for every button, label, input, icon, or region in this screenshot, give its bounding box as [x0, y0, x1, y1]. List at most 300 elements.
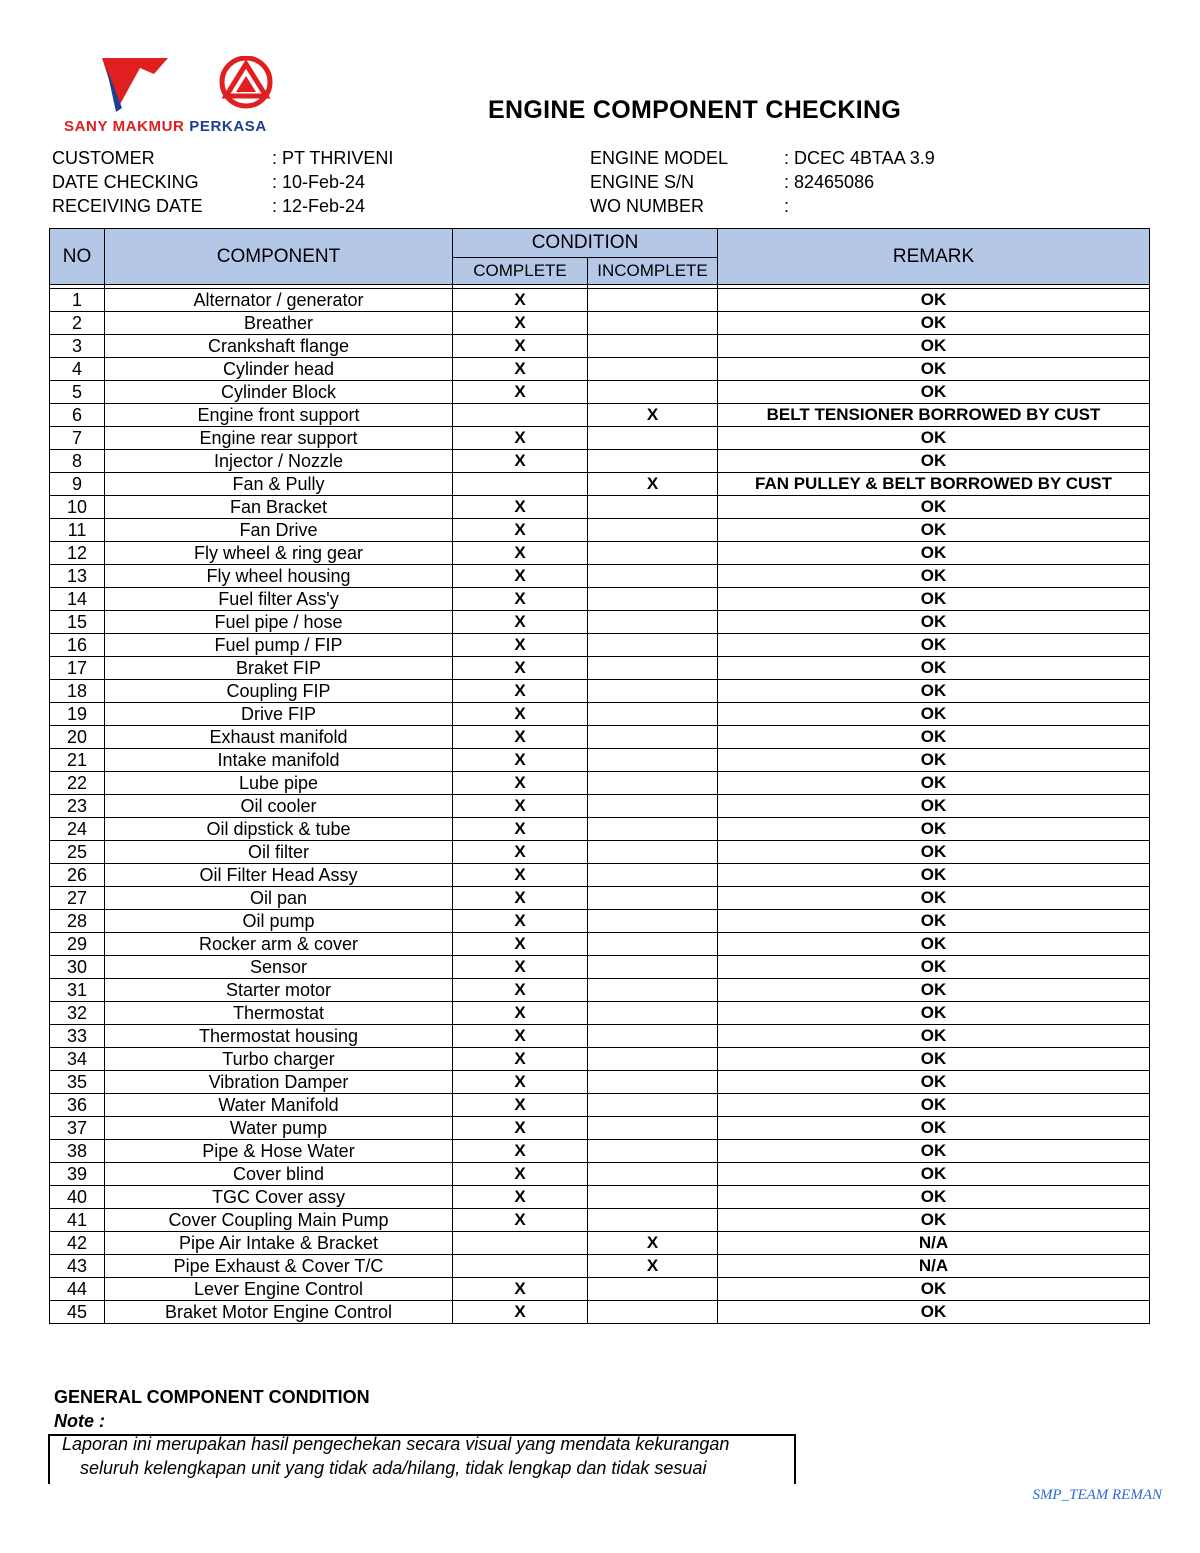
row-no: 25: [50, 841, 105, 864]
row-no: 6: [50, 404, 105, 427]
row-component: Fly wheel housing: [105, 565, 453, 588]
row-incomplete-mark: [588, 381, 718, 404]
row-incomplete-mark: [588, 864, 718, 887]
row-remark: OK: [718, 864, 1150, 887]
table-row: [50, 1140, 1150, 1163]
row-component: Water pump: [105, 1117, 453, 1140]
date-checking-label: DATE CHECKING: [52, 172, 199, 192]
row-no: 8: [50, 450, 105, 473]
row-incomplete-mark: [588, 312, 718, 335]
row-component: Water Manifold: [105, 1094, 453, 1117]
row-remark: OK: [718, 795, 1150, 818]
table-row: [50, 680, 1150, 703]
row-complete-mark: X: [453, 1278, 588, 1301]
row-complete-mark: X: [453, 680, 588, 703]
logo-mark-icon: [62, 56, 322, 118]
row-no: 43: [50, 1255, 105, 1278]
row-complete-mark: X: [453, 565, 588, 588]
footer-team: SMP_TEAM REMAN: [1032, 1487, 1162, 1503]
row-remark: OK: [718, 542, 1150, 565]
row-component: Braket FIP: [105, 657, 453, 680]
row-incomplete-mark: [588, 565, 718, 588]
table-row: [50, 1209, 1150, 1232]
brand-name: [64, 118, 267, 135]
row-remark: OK: [718, 289, 1150, 312]
row-incomplete-mark: [588, 289, 718, 312]
row-complete-mark: X: [453, 1186, 588, 1209]
row-component: Exhaust manifold: [105, 726, 453, 749]
row-complete-mark: X: [453, 312, 588, 335]
row-no: 12: [50, 542, 105, 565]
row-incomplete-mark: X: [588, 1232, 718, 1255]
row-component: Thermostat housing: [105, 1025, 453, 1048]
row-remark: OK: [718, 772, 1150, 795]
row-incomplete-mark: [588, 703, 718, 726]
row-complete-mark: X: [453, 1163, 588, 1186]
row-component: Pipe Air Intake & Bracket: [105, 1232, 453, 1255]
row-remark: OK: [718, 841, 1150, 864]
table-row: [50, 726, 1150, 749]
row-no: 45: [50, 1301, 105, 1324]
row-complete-mark: X: [453, 1301, 588, 1324]
row-no: 3: [50, 335, 105, 358]
row-complete-mark: X: [453, 358, 588, 381]
table-row: [50, 1278, 1150, 1301]
table-row: [50, 749, 1150, 772]
table-row: [50, 358, 1150, 381]
row-no: 34: [50, 1048, 105, 1071]
table-row: [50, 864, 1150, 887]
row-complete-mark: X: [453, 496, 588, 519]
brand-name-part1: SANY MAKMUR: [64, 118, 185, 135]
row-remark: OK: [718, 818, 1150, 841]
table-row: [50, 565, 1150, 588]
table-row: [50, 1117, 1150, 1140]
table-row: [50, 818, 1150, 841]
row-no: 19: [50, 703, 105, 726]
row-component: Alternator / generator: [105, 289, 453, 312]
row-remark: OK: [718, 933, 1150, 956]
row-complete-mark: [453, 1232, 588, 1255]
row-remark: OK: [718, 1025, 1150, 1048]
row-incomplete-mark: [588, 542, 718, 565]
document-title: ENGINE COMPONENT CHECKING: [488, 96, 902, 124]
row-remark: BELT TENSIONER BORROWED BY CUST: [718, 404, 1150, 427]
row-complete-mark: [453, 1255, 588, 1278]
row-incomplete-mark: [588, 611, 718, 634]
row-remark: OK: [718, 979, 1150, 1002]
row-incomplete-mark: [588, 726, 718, 749]
row-complete-mark: X: [453, 1071, 588, 1094]
row-complete-mark: X: [453, 519, 588, 542]
row-component: Cover blind: [105, 1163, 453, 1186]
row-incomplete-mark: [588, 496, 718, 519]
row-remark: OK: [718, 1002, 1150, 1025]
row-remark: OK: [718, 1048, 1150, 1071]
row-remark: OK: [718, 910, 1150, 933]
row-no: 15: [50, 611, 105, 634]
row-remark: OK: [718, 381, 1150, 404]
table-row: [50, 933, 1150, 956]
col-header-incomplete: INCOMPLETE: [588, 258, 718, 285]
row-remark: N/A: [718, 1255, 1150, 1278]
row-component: Fan & Pully: [105, 473, 453, 496]
row-component: Injector / Nozzle: [105, 450, 453, 473]
row-component: Oil cooler: [105, 795, 453, 818]
col-header-complete: COMPLETE: [453, 258, 588, 285]
table-row: [50, 381, 1150, 404]
row-no: 28: [50, 910, 105, 933]
row-remark: OK: [718, 611, 1150, 634]
row-component: Fuel filter Ass'y: [105, 588, 453, 611]
row-incomplete-mark: [588, 1209, 718, 1232]
note-line-2: seluruh kelengkapan unit yang tidak ada/hilang, tidak lengkap dan tidak sesuai: [80, 1458, 707, 1478]
row-no: 11: [50, 519, 105, 542]
row-no: 26: [50, 864, 105, 887]
row-remark: OK: [718, 358, 1150, 381]
row-no: 22: [50, 772, 105, 795]
table-row: [50, 1071, 1150, 1094]
row-remark: OK: [718, 588, 1150, 611]
table-row: [50, 289, 1150, 312]
row-component: Intake manifold: [105, 749, 453, 772]
row-component: Starter motor: [105, 979, 453, 1002]
row-component: Braket Motor Engine Control: [105, 1301, 453, 1324]
col-header-condition: CONDITION: [453, 229, 718, 258]
row-no: 29: [50, 933, 105, 956]
row-incomplete-mark: [588, 1071, 718, 1094]
row-component: Lever Engine Control: [105, 1278, 453, 1301]
row-remark: OK: [718, 565, 1150, 588]
customer-value: : PT THRIVENI: [272, 148, 394, 168]
row-complete-mark: X: [453, 1117, 588, 1140]
row-complete-mark: [453, 473, 588, 496]
row-incomplete-mark: X: [588, 1255, 718, 1278]
row-component: TGC Cover assy: [105, 1186, 453, 1209]
row-remark: OK: [718, 1094, 1150, 1117]
row-remark: OK: [718, 1163, 1150, 1186]
row-no: 9: [50, 473, 105, 496]
row-incomplete-mark: [588, 519, 718, 542]
table-row: [50, 404, 1150, 427]
table-row: [50, 1163, 1150, 1186]
row-incomplete-mark: X: [588, 404, 718, 427]
row-complete-mark: X: [453, 818, 588, 841]
row-incomplete-mark: [588, 427, 718, 450]
table-row: [50, 1002, 1150, 1025]
table-row: [50, 772, 1150, 795]
row-incomplete-mark: [588, 933, 718, 956]
row-remark: OK: [718, 1186, 1150, 1209]
table-row: [50, 657, 1150, 680]
table-row: [50, 979, 1150, 1002]
row-incomplete-mark: [588, 979, 718, 1002]
row-complete-mark: X: [453, 703, 588, 726]
row-complete-mark: X: [453, 588, 588, 611]
table-row: [50, 1025, 1150, 1048]
row-complete-mark: X: [453, 1209, 588, 1232]
row-no: 1: [50, 289, 105, 312]
row-no: 41: [50, 1209, 105, 1232]
row-complete-mark: X: [453, 726, 588, 749]
row-component: Cover Coupling Main Pump: [105, 1209, 453, 1232]
row-no: 10: [50, 496, 105, 519]
row-complete-mark: X: [453, 933, 588, 956]
row-incomplete-mark: [588, 450, 718, 473]
row-no: 13: [50, 565, 105, 588]
table-row: [50, 427, 1150, 450]
row-component: Oil Filter Head Assy: [105, 864, 453, 887]
row-no: 18: [50, 680, 105, 703]
row-component: Pipe & Hose Water: [105, 1140, 453, 1163]
row-incomplete-mark: X: [588, 473, 718, 496]
row-incomplete-mark: [588, 358, 718, 381]
table-row: [50, 1232, 1150, 1255]
row-complete-mark: X: [453, 1002, 588, 1025]
row-remark: OK: [718, 657, 1150, 680]
wo-number-value: :: [784, 196, 790, 216]
col-header-no: NO: [50, 229, 105, 285]
row-incomplete-mark: [588, 772, 718, 795]
row-complete-mark: X: [453, 795, 588, 818]
general-condition-label: GENERAL COMPONENT CONDITION: [54, 1387, 370, 1407]
table-row: [50, 312, 1150, 335]
row-component: Fuel pump / FIP: [105, 634, 453, 657]
row-component: Oil pan: [105, 887, 453, 910]
row-complete-mark: X: [453, 956, 588, 979]
row-no: 16: [50, 634, 105, 657]
table-row: [50, 1186, 1150, 1209]
row-complete-mark: X: [453, 910, 588, 933]
row-remark: OK: [718, 703, 1150, 726]
row-remark: OK: [718, 450, 1150, 473]
table-row: [50, 588, 1150, 611]
engine-sn-value: : 82465086: [784, 172, 875, 192]
row-complete-mark: X: [453, 381, 588, 404]
row-no: 17: [50, 657, 105, 680]
row-no: 31: [50, 979, 105, 1002]
row-incomplete-mark: [588, 1094, 718, 1117]
row-remark: OK: [718, 749, 1150, 772]
table-row: [50, 1048, 1150, 1071]
row-component: Cylinder head: [105, 358, 453, 381]
row-complete-mark: X: [453, 1048, 588, 1071]
table-row: [50, 496, 1150, 519]
row-component: Oil pump: [105, 910, 453, 933]
row-complete-mark: X: [453, 772, 588, 795]
row-remark: OK: [718, 519, 1150, 542]
row-component: Turbo charger: [105, 1048, 453, 1071]
row-remark: OK: [718, 956, 1150, 979]
row-component: Lube pipe: [105, 772, 453, 795]
row-complete-mark: X: [453, 657, 588, 680]
component-table: [49, 228, 1150, 1324]
row-incomplete-mark: [588, 841, 718, 864]
row-component: Oil dipstick & tube: [105, 818, 453, 841]
row-remark: OK: [718, 680, 1150, 703]
row-no: 35: [50, 1071, 105, 1094]
row-complete-mark: X: [453, 841, 588, 864]
row-complete-mark: X: [453, 427, 588, 450]
row-component: Fly wheel & ring gear: [105, 542, 453, 565]
row-complete-mark: X: [453, 749, 588, 772]
row-no: 14: [50, 588, 105, 611]
row-complete-mark: X: [453, 864, 588, 887]
table-row: [50, 519, 1150, 542]
company-logo: [62, 56, 322, 136]
row-remark: OK: [718, 1301, 1150, 1324]
row-remark: OK: [718, 1278, 1150, 1301]
table-row: [50, 542, 1150, 565]
table-row: [50, 887, 1150, 910]
row-no: 27: [50, 887, 105, 910]
row-complete-mark: X: [453, 450, 588, 473]
row-component: Fan Bracket: [105, 496, 453, 519]
row-no: 5: [50, 381, 105, 404]
note-label: Note :: [54, 1411, 105, 1431]
row-complete-mark: X: [453, 1025, 588, 1048]
row-no: 33: [50, 1025, 105, 1048]
table-row: [50, 335, 1150, 358]
row-component: Cylinder Block: [105, 381, 453, 404]
row-no: 44: [50, 1278, 105, 1301]
table-row: [50, 611, 1150, 634]
table-row: [50, 1301, 1150, 1324]
row-incomplete-mark: [588, 657, 718, 680]
table-row: [50, 1255, 1150, 1278]
row-component: Coupling FIP: [105, 680, 453, 703]
row-incomplete-mark: [588, 1025, 718, 1048]
row-component: Breather: [105, 312, 453, 335]
row-incomplete-mark: [588, 1301, 718, 1324]
row-no: 38: [50, 1140, 105, 1163]
row-remark: OK: [718, 1071, 1150, 1094]
row-remark: OK: [718, 1117, 1150, 1140]
row-complete-mark: [453, 404, 588, 427]
table-row: [50, 634, 1150, 657]
table-row: [50, 450, 1150, 473]
table-row: [50, 703, 1150, 726]
table-row: [50, 910, 1150, 933]
customer-label: CUSTOMER: [52, 148, 155, 168]
table-row: [50, 795, 1150, 818]
row-remark: OK: [718, 427, 1150, 450]
engine-model-value: : DCEC 4BTAA 3.9: [784, 148, 935, 168]
row-remark: N/A: [718, 1232, 1150, 1255]
row-incomplete-mark: [588, 1163, 718, 1186]
row-no: 7: [50, 427, 105, 450]
row-no: 39: [50, 1163, 105, 1186]
row-complete-mark: X: [453, 1094, 588, 1117]
row-incomplete-mark: [588, 680, 718, 703]
row-no: 32: [50, 1002, 105, 1025]
row-remark: OK: [718, 726, 1150, 749]
row-remark: OK: [718, 1209, 1150, 1232]
row-component: Thermostat: [105, 1002, 453, 1025]
brand-name-part2: PERKASA: [189, 118, 267, 135]
row-incomplete-mark: [588, 1117, 718, 1140]
row-incomplete-mark: [588, 956, 718, 979]
col-header-component: COMPONENT: [105, 229, 453, 285]
row-complete-mark: X: [453, 979, 588, 1002]
row-remark: OK: [718, 634, 1150, 657]
receiving-date-label: RECEIVING DATE: [52, 196, 203, 216]
row-component: Crankshaft flange: [105, 335, 453, 358]
row-component: Vibration Damper: [105, 1071, 453, 1094]
col-header-remark: REMARK: [718, 229, 1150, 285]
row-component: Fuel pipe / hose: [105, 611, 453, 634]
row-remark: FAN PULLEY & BELT BORROWED BY CUST: [718, 473, 1150, 496]
engine-model-label: ENGINE MODEL: [590, 148, 729, 168]
row-component: Drive FIP: [105, 703, 453, 726]
receiving-date-value: : 12-Feb-24: [272, 196, 366, 216]
note-line-1: Laporan ini merupakan hasil pengechekan secara visual yang mendata kekurangan: [62, 1434, 730, 1454]
row-no: 23: [50, 795, 105, 818]
row-incomplete-mark: [588, 910, 718, 933]
row-incomplete-mark: [588, 1002, 718, 1025]
row-remark: OK: [718, 312, 1150, 335]
row-no: 2: [50, 312, 105, 335]
row-complete-mark: X: [453, 611, 588, 634]
row-incomplete-mark: [588, 795, 718, 818]
engine-sn-label: ENGINE S/N: [590, 172, 695, 192]
row-incomplete-mark: [588, 818, 718, 841]
row-remark: OK: [718, 887, 1150, 910]
table-row: [50, 841, 1150, 864]
row-incomplete-mark: [588, 887, 718, 910]
table-row: [50, 1094, 1150, 1117]
row-no: 37: [50, 1117, 105, 1140]
row-complete-mark: X: [453, 335, 588, 358]
row-no: 36: [50, 1094, 105, 1117]
table-row: [50, 473, 1150, 496]
row-complete-mark: X: [453, 1140, 588, 1163]
row-incomplete-mark: [588, 634, 718, 657]
row-component: Sensor: [105, 956, 453, 979]
row-no: 20: [50, 726, 105, 749]
row-component: Oil filter: [105, 841, 453, 864]
date-checking-value: : 10-Feb-24: [272, 172, 366, 192]
row-no: 4: [50, 358, 105, 381]
row-component: Pipe Exhaust & Cover T/C: [105, 1255, 453, 1278]
row-incomplete-mark: [588, 1186, 718, 1209]
row-component: Fan Drive: [105, 519, 453, 542]
row-no: 42: [50, 1232, 105, 1255]
row-incomplete-mark: [588, 588, 718, 611]
row-complete-mark: X: [453, 289, 588, 312]
row-component: Rocker arm & cover: [105, 933, 453, 956]
table-row: [50, 956, 1150, 979]
row-no: 21: [50, 749, 105, 772]
row-incomplete-mark: [588, 1278, 718, 1301]
row-incomplete-mark: [588, 1140, 718, 1163]
row-complete-mark: X: [453, 634, 588, 657]
row-incomplete-mark: [588, 335, 718, 358]
wo-number-label: WO NUMBER: [590, 196, 704, 216]
row-incomplete-mark: [588, 749, 718, 772]
row-complete-mark: X: [453, 542, 588, 565]
row-component: Engine front support: [105, 404, 453, 427]
row-no: 40: [50, 1186, 105, 1209]
row-remark: OK: [718, 335, 1150, 358]
row-component: Engine rear support: [105, 427, 453, 450]
row-incomplete-mark: [588, 1048, 718, 1071]
row-remark: OK: [718, 1140, 1150, 1163]
row-no: 24: [50, 818, 105, 841]
row-no: 30: [50, 956, 105, 979]
row-complete-mark: X: [453, 887, 588, 910]
row-remark: OK: [718, 496, 1150, 519]
